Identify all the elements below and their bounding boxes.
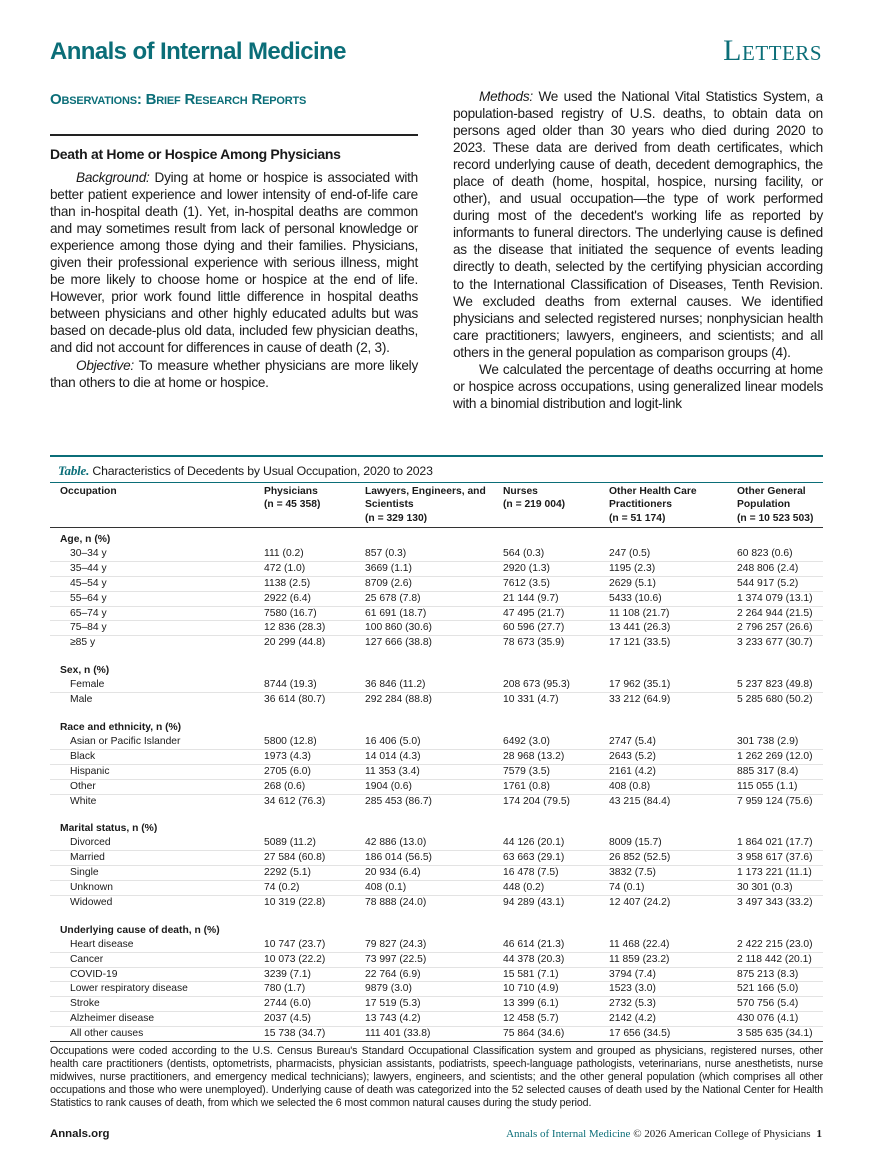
page-number: 1 (816, 1128, 822, 1140)
row-label: Asian or Pacific Islander (50, 735, 264, 749)
table-cell: 27 584 (60.8) (264, 851, 365, 866)
table-cell: 292 284 (88.8) (365, 694, 432, 706)
table-row (50, 735, 823, 749)
row-label: White (70, 795, 97, 807)
column-header-name: Nurses (503, 486, 538, 497)
table-cell: 10 331 (4.7) (503, 694, 559, 706)
objective-paragraph (50, 357, 418, 391)
table-cell: 12 458 (5.7) (503, 1012, 609, 1027)
table-cell: 1973 (4.3) (264, 749, 365, 764)
table-row (50, 1012, 823, 1027)
methods-paragraph (453, 88, 823, 361)
table-cell: 247 (0.5) (609, 547, 737, 561)
table-cell: 1 173 221 (11.1) (737, 866, 823, 881)
table-cell: 2920 (1.3) (503, 561, 609, 576)
table-row (50, 938, 823, 952)
subsection-label: Observations: Brief Research Reports (50, 91, 307, 108)
background-text: Dying at home or hospice is associated with better patient experience and lower intensity of end-of-life care than in-hospital death (1). Yet, in-hospital deaths are common and may sometimes result from lack of personal knowledge or experience among those dying and their families. Physicians, given their professional experience with serious illness, might be more likely to choose home or hospice at the end of life. However, prior work found little difference in hospital deaths between physicians and other highly educated adults but was based on decade-plus old data, included few physician deaths, and did not account for differences in cause of death (2, 3). (50, 170, 418, 356)
table-row (50, 606, 823, 621)
row-label: 35–44 y (50, 561, 264, 576)
table-cell: 36 614 (80.7) (264, 694, 326, 706)
table-cell: 115 055 (1.1) (737, 779, 823, 794)
table-row (50, 1027, 823, 1041)
table-row (50, 982, 823, 997)
article-title: Death at Home or Hospice Among Physicians (50, 146, 341, 162)
table-cell: 5089 (11.2) (264, 836, 365, 850)
table-cell: 521 166 (5.0) (737, 982, 823, 997)
table-cell: 10 710 (4.9) (503, 982, 609, 997)
characteristics-table-block (50, 455, 823, 1111)
table-row (50, 547, 823, 561)
table-cell: 13 743 (4.2) (365, 1012, 503, 1027)
table-caption (50, 457, 823, 482)
table-cell: 3 585 635 (34.1) (737, 1028, 813, 1040)
table-row (50, 997, 823, 1012)
table-cell: 301 738 (2.9) (737, 735, 823, 749)
table-cell: 22 764 (6.9) (365, 967, 503, 982)
table-cell: 16 406 (5.0) (365, 735, 503, 749)
table-cell: 61 691 (18.7) (365, 606, 503, 621)
objective-label: Objective: (76, 357, 134, 373)
table-cell: 2037 (4.5) (264, 1012, 365, 1027)
table-cell: 5 285 680 (50.2) (737, 694, 813, 706)
row-label: 65–74 y (50, 606, 264, 621)
table-row (50, 836, 823, 850)
table-cell: 544 917 (5.2) (737, 576, 823, 591)
table-cell: 8709 (2.6) (365, 576, 503, 591)
group-spacer (50, 707, 823, 716)
table-cell: 174 204 (79.5) (503, 795, 570, 807)
table-row (50, 794, 823, 808)
table-cell: 8009 (15.7) (609, 836, 737, 850)
table-cell: 2643 (5.2) (609, 749, 737, 764)
table-cell: 15 738 (34.7) (264, 1028, 326, 1040)
group-label: Marital status, n (%) (60, 823, 158, 835)
table-cell: 127 666 (38.8) (365, 637, 432, 649)
column-header-name: Physicians (264, 486, 318, 497)
table-row (50, 866, 823, 881)
table-cell: 570 756 (5.4) (737, 997, 823, 1012)
table-cell: 28 968 (13.2) (503, 749, 609, 764)
table-cell: 73 997 (22.5) (365, 952, 503, 967)
table-cell: 7 959 124 (75.6) (737, 795, 813, 807)
group-spacer (50, 650, 823, 659)
table-cell: 5800 (12.8) (264, 735, 365, 749)
table-cell: 7579 (3.5) (503, 764, 609, 779)
row-label: Divorced (50, 836, 264, 850)
table-cell: 36 846 (11.2) (365, 678, 503, 692)
table-cell: 3 958 617 (37.6) (737, 851, 823, 866)
table-cell: 11 353 (3.4) (365, 764, 503, 779)
table-cell: 885 317 (8.4) (737, 764, 823, 779)
methods-label: Methods: (479, 89, 533, 104)
column-header (503, 483, 609, 528)
table-cell: 14 014 (4.3) (365, 749, 503, 764)
table-cell: 1 374 079 (13.1) (737, 591, 823, 606)
table-row (50, 636, 823, 650)
row-label: Stroke (50, 997, 264, 1012)
table-cell: 17 962 (35.1) (609, 678, 737, 692)
table-row (50, 881, 823, 896)
table-cell: 11 108 (21.7) (609, 606, 737, 621)
table-cell: 2292 (5.1) (264, 866, 365, 881)
row-label: Married (50, 851, 264, 866)
table-cell: 564 (0.3) (503, 547, 609, 561)
table-cell: 408 (0.8) (609, 779, 737, 794)
table-cell: 34 612 (76.3) (264, 795, 326, 807)
table-row (50, 678, 823, 692)
table-cell: 78 888 (24.0) (365, 896, 427, 908)
section-divider (50, 134, 418, 136)
table-cell: 2 264 944 (21.5) (737, 606, 823, 621)
group-label: Underlying cause of death, n (%) (60, 924, 220, 936)
table-cell: 20 934 (6.4) (365, 866, 503, 881)
table-cell: 7612 (3.5) (503, 576, 609, 591)
left-column (50, 169, 418, 391)
column-header (365, 483, 503, 528)
table-cell: 94 289 (43.1) (503, 896, 565, 908)
table-cell: 2747 (5.4) (609, 735, 737, 749)
table-cell: 3832 (7.5) (609, 866, 737, 881)
characteristics-table (50, 483, 823, 1041)
group-spacer (50, 808, 823, 817)
group-label: Race and ethnicity, n (%) (60, 721, 182, 733)
column-header (609, 483, 737, 528)
table-cell: 21 144 (9.7) (503, 591, 609, 606)
spacer-cell (50, 910, 823, 919)
right-column (453, 88, 823, 412)
column-header-name: Other General Population (737, 486, 806, 511)
column-header (50, 483, 264, 528)
table-cell: 1138 (2.5) (264, 576, 365, 591)
table-row (50, 967, 823, 982)
table-cell: 60 823 (0.6) (737, 547, 823, 561)
table-cell: 111 (0.2) (264, 547, 365, 561)
column-header-n: (n = 219 004) (503, 499, 566, 511)
table-cell: 780 (1.7) (264, 982, 365, 997)
table-cell: 13 441 (26.3) (609, 621, 737, 636)
table-cell: 5433 (10.6) (609, 591, 737, 606)
row-label: COVID-19 (50, 967, 264, 982)
row-label: 55–64 y (50, 591, 264, 606)
table-cell: 26 852 (52.5) (609, 851, 737, 866)
table-group-header (50, 716, 823, 735)
table-cell: 430 076 (4.1) (737, 1012, 823, 1027)
table-cell: 2 796 257 (26.6) (737, 621, 823, 636)
table-group-header (50, 528, 823, 547)
table-cell: 2 118 442 (20.1) (737, 952, 823, 967)
table-cell: 9879 (3.0) (365, 982, 503, 997)
column-header-n: (n = 51 174) (609, 512, 666, 524)
table-cell: 33 212 (64.9) (609, 694, 671, 706)
table-cell: 2629 (5.1) (609, 576, 737, 591)
table-cell: 11 859 (23.2) (609, 952, 737, 967)
table-row (50, 764, 823, 779)
table-cell: 857 (0.3) (365, 547, 503, 561)
table-cell: 75 864 (34.6) (503, 1028, 565, 1040)
table-cell: 7580 (16.7) (264, 606, 365, 621)
table-cell: 111 401 (33.8) (365, 1028, 431, 1040)
table-cell: 2161 (4.2) (609, 764, 737, 779)
table-cell: 74 (0.1) (609, 881, 737, 896)
table-cell: 60 596 (27.7) (503, 621, 609, 636)
table-cell: 2744 (6.0) (264, 997, 365, 1012)
table-cell: 13 399 (6.1) (503, 997, 609, 1012)
table-row (50, 693, 823, 707)
table-cell: 63 663 (29.1) (503, 851, 609, 866)
table-cell: 20 299 (44.8) (264, 637, 326, 649)
column-header-name: Occupation (60, 486, 117, 497)
row-label: All other causes (70, 1028, 144, 1040)
table-label: Table. (58, 463, 90, 478)
column-header-n: (n = 10 523 503) (737, 512, 814, 524)
column-header (737, 483, 823, 528)
objective-text: To measure whether physicians are more likely than others to die at home or hospice. (50, 357, 418, 390)
table-cell: 448 (0.2) (503, 881, 609, 896)
table-cell: 5 237 823 (49.8) (737, 678, 823, 692)
table-cell: 1761 (0.8) (503, 779, 609, 794)
table-row (50, 779, 823, 794)
table-cell: 79 827 (24.3) (365, 938, 503, 952)
table-cell: 11 468 (22.4) (609, 938, 737, 952)
table-cell: 44 378 (20.3) (503, 952, 609, 967)
table-row (50, 591, 823, 606)
group-label: Age, n (%) (60, 534, 111, 545)
column-header-n: (n = 45 358) (264, 499, 321, 511)
column-header-name: Other Health Care Practitioners (609, 486, 697, 511)
footer-citation (506, 1128, 822, 1140)
table-cell: 1 262 269 (12.0) (737, 749, 823, 764)
background-paragraph (50, 169, 418, 357)
table-cell: 1904 (0.6) (365, 779, 503, 794)
row-label: Cancer (50, 952, 264, 967)
table-cell: 2732 (5.3) (609, 997, 737, 1012)
row-label: Black (50, 749, 264, 764)
table-cell: 12 836 (28.3) (264, 621, 365, 636)
row-label: Widowed (70, 896, 113, 908)
table-row (50, 576, 823, 591)
table-cell: 44 126 (20.1) (503, 836, 609, 850)
row-label: 45–54 y (50, 576, 264, 591)
spacer-cell (50, 707, 823, 716)
table-cell: 248 806 (2.4) (737, 561, 823, 576)
table-cell: 17 519 (5.3) (365, 997, 503, 1012)
table-cell: 17 656 (34.5) (609, 1028, 671, 1040)
table-cell: 12 407 (24.2) (609, 896, 671, 908)
table-group-header (50, 659, 823, 678)
table-cell: 472 (1.0) (264, 561, 365, 576)
footer-copyright: © 2026 American College of Physicians (630, 1128, 811, 1140)
table-cell: 3239 (7.1) (264, 967, 365, 982)
table-cell: 2922 (6.4) (264, 591, 365, 606)
table-cell: 3 233 677 (30.7) (737, 637, 813, 649)
column-header-n: (n = 329 130) (365, 512, 428, 524)
row-label: Hispanic (50, 764, 264, 779)
table-body (50, 528, 823, 1042)
table-cell: 2142 (4.2) (609, 1012, 737, 1027)
row-label: Male (70, 694, 93, 706)
table-cell: 3669 (1.1) (365, 561, 503, 576)
table-cell: 1195 (2.3) (609, 561, 737, 576)
table-cell: 17 121 (33.5) (609, 637, 671, 649)
table-cell: 208 673 (95.3) (503, 678, 609, 692)
row-label: Single (50, 866, 264, 881)
table-cell: 46 614 (21.3) (503, 938, 609, 952)
table-cell: 10 747 (23.7) (264, 938, 365, 952)
table-cell: 30 301 (0.3) (737, 881, 823, 896)
row-label: Alzheimer disease (50, 1012, 264, 1027)
group-label: Sex, n (%) (60, 665, 110, 677)
table-cell: 10 319 (22.8) (264, 896, 326, 908)
table-cell: 1523 (3.0) (609, 982, 737, 997)
table-cell: 3794 (7.4) (609, 967, 737, 982)
table-cell: 408 (0.1) (365, 881, 503, 896)
table-cell: 43 215 (84.4) (609, 795, 671, 807)
footer-journal: Annals of Internal Medicine (506, 1128, 631, 1140)
table-cell: 875 213 (8.3) (737, 967, 823, 982)
table-cell: 74 (0.2) (264, 881, 365, 896)
methods-text: We used the National Vital Statistics System, a population-based registry of U.S. deaths, to obtain data on persons aged older than 30 years who died during 2020 to 2023. These data are derived from death certificates, which record underlying cause of death, decedent demographics, the place of death (home, hospital, hospice, nursing facility, or other), and usual occupation—the type of work performed during most of the decedent's working life as reported by informants to funeral directors. The underlying cause is defined as the disease that initiated the sequence of events leading directly to death, selected by the certifying physician according to the International Classification of Diseases, Tenth Revision. We excluded deaths from external causes. We identified physicians and selected registered nurses; nonphysician health care practitioners; lawyers, engineers, and scientists; and all others in the general population as comparison groups (4). (453, 89, 823, 360)
table-cell: 100 860 (30.6) (365, 621, 503, 636)
row-label: Heart disease (50, 938, 264, 952)
table-cell: 2 422 215 (23.0) (737, 938, 823, 952)
table-cell: 2705 (6.0) (264, 764, 365, 779)
table-cell: 1 864 021 (17.7) (737, 836, 823, 850)
spacer-cell (50, 650, 823, 659)
table-row (50, 952, 823, 967)
table-cell: 15 581 (7.1) (503, 967, 609, 982)
table-cell: 47 495 (21.7) (503, 606, 609, 621)
table-footnote: Occupations were coded according to the U.S. Census Bureau's Standard Occupational Classification system and grouped as physicians, registered nurses, other health care practitioners (dentists, optometrists, pharmacists, physician assistants, podiatrists, speech-language pathologists, veterinarians, nurse anesthetists, nurse midwives, nurse practitioners, and emergency medical technicians); lawyers, engineers, and scientists; and the other general population (which comprises all other occupations and those who were unemployed). Underlying cause of death was categorized into the 52 selected causes of death used by the National Center for Health Statistics to rank causes of death, from which we selected the 6 most common natural causes during the study period. (50, 1045, 823, 1110)
table-cell: 10 073 (22.2) (264, 952, 365, 967)
row-label: Female (50, 678, 264, 692)
table-bottom-rule (50, 1041, 823, 1042)
table-header-row (50, 483, 823, 528)
row-label: Unknown (50, 881, 264, 896)
table-row (50, 851, 823, 866)
column-header (264, 483, 365, 528)
section-label: Letters (723, 34, 822, 67)
spacer-cell (50, 808, 823, 817)
row-label: Lower respiratory disease (50, 982, 264, 997)
table-row (50, 621, 823, 636)
footer-site: Annals.org (50, 1128, 110, 1140)
table-group-header (50, 919, 823, 938)
table-cell: 16 478 (7.5) (503, 866, 609, 881)
table-cell: 285 453 (86.7) (365, 795, 432, 807)
table-row (50, 895, 823, 909)
table-row (50, 749, 823, 764)
row-label: Other (50, 779, 264, 794)
table-cell: 6492 (3.0) (503, 735, 609, 749)
table-cell: 268 (0.6) (264, 779, 365, 794)
calc-paragraph: We calculated the percentage of deaths occurring at home or hospice across occupations, using generalized linear models with a binomial distribution and logit-link (453, 361, 823, 411)
column-header-name: Lawyers, Engineers, and Scientists (365, 486, 486, 511)
table-cell: 186 014 (56.5) (365, 851, 503, 866)
table-group-header (50, 817, 823, 836)
row-label: ≥85 y (70, 637, 96, 649)
row-label: 75–84 y (50, 621, 264, 636)
table-cell: 8744 (19.3) (264, 678, 365, 692)
row-label: 30–34 y (50, 547, 264, 561)
background-label: Background: (76, 170, 150, 185)
journal-title: Annals of Internal Medicine (50, 38, 346, 65)
table-cell: 78 673 (35.9) (503, 637, 565, 649)
table-caption-text: Characteristics of Decedents by Usual Occupation, 2020 to 2023 (89, 464, 433, 478)
table-row (50, 561, 823, 576)
group-spacer (50, 910, 823, 919)
table-cell: 25 678 (7.8) (365, 591, 503, 606)
table-cell: 3 497 343 (33.2) (737, 896, 813, 908)
table-cell: 42 886 (13.0) (365, 836, 503, 850)
